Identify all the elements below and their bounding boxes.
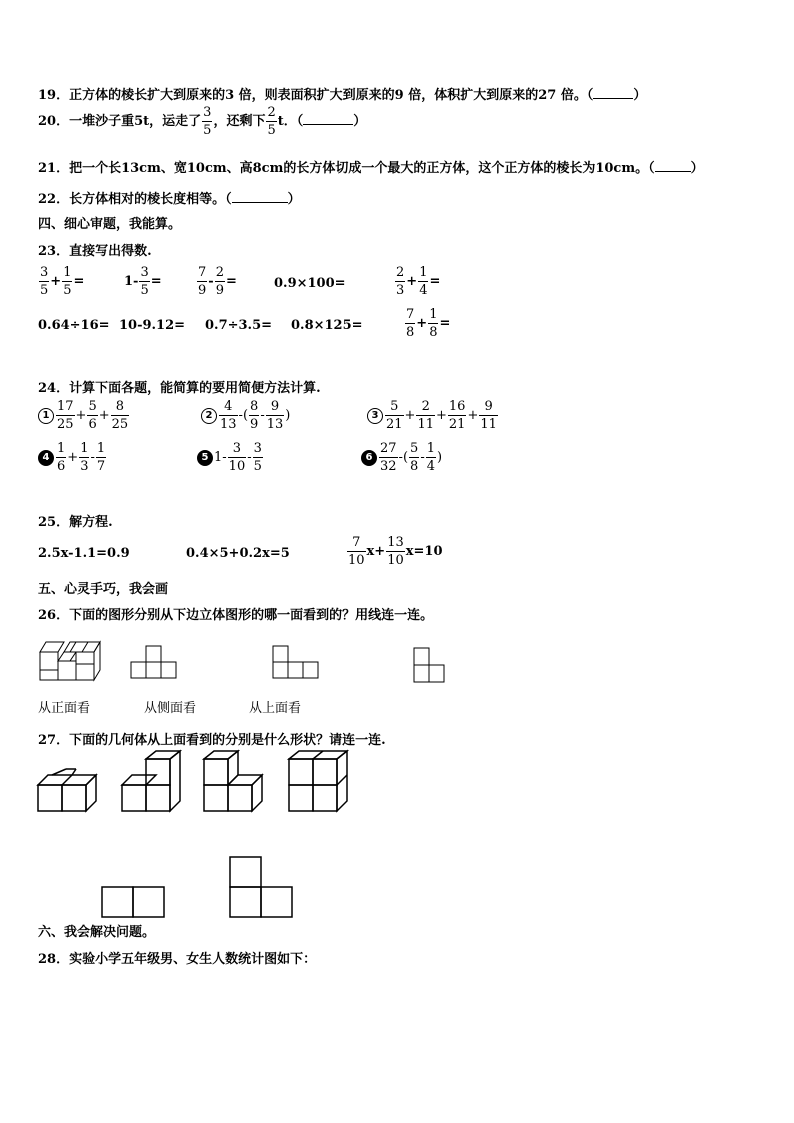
q24-text: 计算下面各题，能简算的要用简便方法计算. xyxy=(69,381,321,396)
frac-num: 9 xyxy=(270,399,280,414)
q22-number: 22． xyxy=(38,192,70,207)
frac-num: 9 xyxy=(484,399,493,414)
q22-answer-blank[interactable] xyxy=(232,190,288,203)
q26-solid-figure xyxy=(40,640,102,682)
operator: - xyxy=(90,450,95,465)
operator: - xyxy=(247,450,252,465)
q21-number: 21． xyxy=(38,161,70,176)
frac-num: 5 xyxy=(410,441,419,456)
frac-num: 4 xyxy=(224,399,233,414)
frac-num: 7 xyxy=(198,265,207,280)
q23-text: 直接写出得数. xyxy=(69,244,152,259)
q20-text2: ，还剩下 xyxy=(213,114,266,129)
frac-num: 1 xyxy=(419,265,428,280)
frac-den: 10 xyxy=(387,553,404,568)
q21-answer-blank[interactable] xyxy=(655,159,691,172)
question-27 xyxy=(38,729,386,748)
circled-number-6: 6 xyxy=(361,450,377,466)
frac-den: 13 xyxy=(220,417,237,432)
q22-close: ） xyxy=(287,192,301,207)
q20-fraction-2 xyxy=(266,106,276,137)
q23-item-1e xyxy=(394,266,440,297)
section-4-heading: 四、细心审题，我能算。 xyxy=(38,217,182,232)
question-25 xyxy=(38,511,113,530)
operator: - xyxy=(420,450,425,465)
operator: - xyxy=(238,408,243,423)
q23-item-2d: 0.8×125= xyxy=(291,318,363,333)
frac-num: 7 xyxy=(406,307,415,322)
question-19 xyxy=(38,84,646,103)
q20-answer-blank[interactable] xyxy=(303,112,353,125)
frac-num: 8 xyxy=(250,399,259,414)
operator: + xyxy=(467,408,479,423)
frac-den: 9 xyxy=(215,283,224,298)
frac-num: 3 xyxy=(232,441,242,456)
question-23 xyxy=(38,240,152,259)
q23-item-2e xyxy=(404,308,450,339)
q27-top-view-shape-1 xyxy=(101,886,165,918)
frac-den: 10 xyxy=(348,553,365,568)
frac-den: 32 xyxy=(380,459,397,474)
frac-den: 5 xyxy=(40,283,49,298)
operator: + xyxy=(416,316,428,331)
equals: = xyxy=(73,274,85,289)
q27-text: 下面的几何体从上面看到的分别是什么形状？请连一连. xyxy=(69,733,386,748)
operator: + xyxy=(406,274,418,289)
question-20 xyxy=(38,106,366,137)
q27-number: 27． xyxy=(38,733,70,748)
frac-den: 9 xyxy=(198,283,207,298)
frac-den: 6 xyxy=(88,417,97,432)
frac-den: 8 xyxy=(429,325,438,340)
frac-den: 21 xyxy=(386,417,403,432)
frac-num: 8 xyxy=(115,399,125,414)
frac-den: 5 xyxy=(140,283,149,298)
frac-num: 1 xyxy=(57,441,66,456)
q24-problem-2 xyxy=(201,400,290,431)
q26-view-shape-3 xyxy=(414,648,446,682)
q20-number: 20． xyxy=(38,114,70,129)
q23-item-1c xyxy=(196,266,237,297)
q27-solid-2 xyxy=(122,751,184,813)
frac-den: 4 xyxy=(426,459,435,474)
frac-num: 27 xyxy=(380,441,397,456)
q26-view-label-side: 从侧面看 xyxy=(144,701,197,716)
frac-den: 4 xyxy=(419,283,428,298)
q21-text: 把一个长13cm、宽10cm、高8cm的长方体切成一个最大的正方体，这个正方体的棱长为10cm。（ xyxy=(69,161,655,176)
operator: + xyxy=(75,408,87,423)
frac-den: 13 xyxy=(266,417,284,432)
frac-num: 1 xyxy=(426,441,435,456)
operator: + xyxy=(67,450,79,465)
frac-num: 1 xyxy=(63,265,72,280)
q25-text: 解方程. xyxy=(69,515,113,530)
q27-solid-1 xyxy=(38,769,100,813)
frac-den: 6 xyxy=(57,459,66,474)
frac-num: 1 xyxy=(429,307,438,322)
equals: = xyxy=(429,274,441,289)
frac-num: 3 xyxy=(140,265,149,280)
q20-f1-den: 5 xyxy=(203,123,212,138)
eq-end: x=10 xyxy=(405,544,443,559)
q28-number: 28． xyxy=(38,952,70,967)
frac-num: 1 xyxy=(96,441,106,456)
frac-num: 17 xyxy=(57,399,74,414)
operator: + xyxy=(98,408,110,423)
q26-view-label-front: 从正面看 xyxy=(38,701,91,716)
prefix: 1- xyxy=(124,274,139,289)
frac-num: 3 xyxy=(253,441,262,456)
q23-item-2a: 0.64÷16= xyxy=(38,318,110,333)
q23-item-2c: 0.7÷3.5= xyxy=(205,318,273,333)
paren: ) xyxy=(437,450,443,465)
circled-number-4: 4 xyxy=(38,450,54,466)
operator: + xyxy=(404,408,416,423)
paren: ( xyxy=(242,408,249,423)
circled-number-5: 5 xyxy=(197,450,213,466)
q20-text1: 一堆沙子重5t，运走了 xyxy=(69,114,202,129)
frac-den: 11 xyxy=(417,417,434,432)
frac-den: 3 xyxy=(80,459,89,474)
q20-f2-num: 2 xyxy=(267,105,276,120)
question-26 xyxy=(38,604,433,623)
q27-solid-4 xyxy=(289,751,351,813)
frac-den: 3 xyxy=(396,283,405,298)
q19-answer-blank[interactable] xyxy=(593,86,633,99)
q19-number: 19． xyxy=(38,88,70,103)
question-22 xyxy=(38,188,301,207)
section-6-heading: 六、我会解决问题。 xyxy=(38,925,156,940)
equals: = xyxy=(225,274,237,289)
q20-f2-den: 5 xyxy=(267,123,276,138)
circled-number-2: 2 xyxy=(201,408,217,424)
circled-number-1: 1 xyxy=(38,408,54,424)
q23-item-1d: 0.9×100= xyxy=(274,276,346,291)
q24-problem-4 xyxy=(38,442,107,473)
q24-number: 24． xyxy=(38,381,70,396)
frac-den: 8 xyxy=(406,325,415,340)
frac-den: 9 xyxy=(250,417,259,432)
q22-text: 长方体相对的棱长度相等。（ xyxy=(69,192,232,207)
frac-num: 1 xyxy=(80,441,89,456)
frac-den: 7 xyxy=(96,459,106,474)
equals: = xyxy=(150,274,162,289)
frac-num: 5 xyxy=(390,399,399,414)
question-21 xyxy=(38,157,704,176)
prefix: 1- xyxy=(214,450,227,465)
q27-top-view-shape-2 xyxy=(229,856,293,918)
frac-num: 5 xyxy=(88,399,97,414)
eq-mid: x+ xyxy=(366,544,386,559)
operator: - xyxy=(208,274,214,289)
q19-close: ） xyxy=(633,88,647,103)
q26-text: 下面的图形分别从下边立体图形的哪一面看到的？用线连一连。 xyxy=(69,608,434,623)
q23-item-1a xyxy=(38,266,84,297)
q26-view-label-top: 从上面看 xyxy=(249,701,302,716)
frac-num: 3 xyxy=(40,265,49,280)
paren: ) xyxy=(285,408,291,423)
question-28 xyxy=(38,948,316,967)
q24-problem-1 xyxy=(38,400,130,431)
q24-problem-6 xyxy=(361,442,442,473)
q28-text: 实验小学五年级男、女生人数统计图如下： xyxy=(69,952,317,967)
frac-den: 11 xyxy=(480,417,497,432)
q25-equation-1: 2.5x-1.1=0.9 xyxy=(38,546,130,561)
frac-den: 5 xyxy=(63,283,72,298)
q26-view-shape-1 xyxy=(131,646,177,678)
q23-item-2b: 10-9.12= xyxy=(119,318,186,333)
operator: + xyxy=(436,408,447,423)
frac-den: 8 xyxy=(410,459,419,474)
q20-close: ） xyxy=(353,114,367,129)
frac-den: 10 xyxy=(228,459,246,474)
operator: - xyxy=(398,450,403,465)
q24-problem-5 xyxy=(197,442,264,473)
operator: + xyxy=(50,274,62,289)
q24-problem-3 xyxy=(367,400,499,431)
equals: = xyxy=(439,316,451,331)
q23-number: 23． xyxy=(38,244,70,259)
operator: - xyxy=(260,408,265,423)
q26-number: 26． xyxy=(38,608,70,623)
frac-num: 7 xyxy=(352,535,361,550)
frac-num: 2 xyxy=(421,399,430,414)
frac-den: 21 xyxy=(448,417,466,432)
question-24 xyxy=(38,377,321,396)
q27-solid-3 xyxy=(204,751,266,813)
frac-num: 2 xyxy=(215,265,224,280)
frac-den: 25 xyxy=(57,417,74,432)
q20-fraction-1 xyxy=(202,106,212,137)
q25-equation-2: 0.4×5+0.2x=5 xyxy=(186,546,290,561)
frac-num: 2 xyxy=(396,265,405,280)
q23-item-1b xyxy=(124,266,162,297)
paren: ( xyxy=(402,450,409,465)
q20-text3: t．（ xyxy=(277,114,304,129)
frac-den: 25 xyxy=(111,417,129,432)
frac-num: 13 xyxy=(387,535,404,550)
q25-equation-3 xyxy=(346,536,442,567)
frac-num: 16 xyxy=(448,399,466,414)
q25-number: 25． xyxy=(38,515,70,530)
frac-den: 5 xyxy=(253,459,262,474)
section-5-heading: 五、心灵手巧，我会画 xyxy=(38,582,169,597)
circled-number-3: 3 xyxy=(367,408,383,424)
q21-close: ） xyxy=(690,161,704,176)
q20-f1-num: 3 xyxy=(203,105,212,120)
q19-text: 正方体的棱长扩大到原来的3 倍，则表面积扩大到原来的9 倍，体积扩大到原来的27 倍。（ xyxy=(69,88,594,103)
q26-view-shape-2 xyxy=(273,646,319,679)
